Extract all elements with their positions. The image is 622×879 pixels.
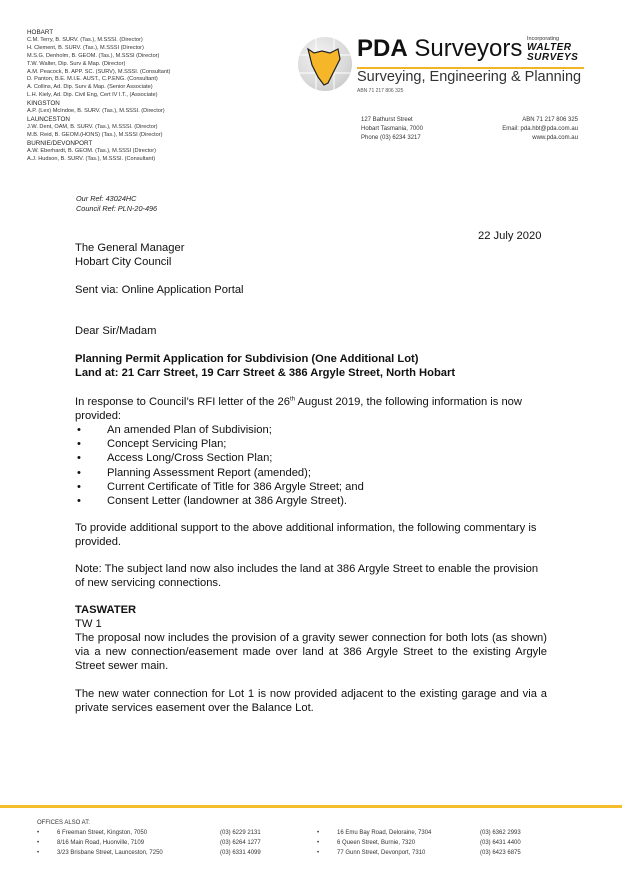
recipient bbox=[75, 241, 184, 269]
contact-address bbox=[361, 116, 423, 143]
office-row bbox=[37, 828, 261, 838]
bullet-icon: • bbox=[37, 850, 40, 856]
salutation: Dear Sir/Madam bbox=[75, 325, 157, 337]
list-item bbox=[75, 451, 364, 465]
staff-city-kingston: KINGSTON bbox=[27, 100, 60, 108]
list-item-text: Planning Assessment Report (amended); bbox=[107, 466, 311, 479]
section-subheading-tw1: TW 1 bbox=[75, 618, 102, 630]
office-phone: (03) 6431 4400 bbox=[480, 840, 521, 846]
office-row bbox=[317, 828, 521, 838]
list-item bbox=[75, 466, 364, 480]
support-paragraph: To provide additional support to the above additional information, the following commentary is provided. bbox=[75, 522, 537, 549]
offices-column-2 bbox=[317, 828, 521, 858]
letter-date: 22 July 2020 bbox=[478, 230, 542, 242]
bullet-icon: • bbox=[77, 466, 81, 479]
references bbox=[76, 194, 157, 213]
intro-superscript: th bbox=[289, 396, 295, 403]
our-ref: Our Ref: 43024HC bbox=[76, 194, 137, 203]
staff-member: T.W. Walter, Dip. Surv & Map. (Director) bbox=[27, 60, 126, 67]
office-address: 16 Emu Bay Road, Deloraine, 7304 bbox=[337, 830, 432, 836]
intro-paragraph bbox=[75, 395, 547, 423]
list-item bbox=[75, 423, 364, 437]
bullet-icon: • bbox=[77, 452, 81, 465]
offices-column-1 bbox=[37, 828, 261, 858]
staff-member: A.W. Eberhardt, B. GEOM. (Tas.), M.SSSI (Director) bbox=[27, 147, 156, 154]
recipient-organisation: Hobart City Council bbox=[75, 256, 172, 269]
staff-member: C.M. Terry, B. SURV. (Tas.), M.SSSI. (Director) bbox=[27, 36, 143, 43]
bullet-icon: • bbox=[77, 495, 81, 508]
section-heading-taswater: TASWATER bbox=[75, 604, 137, 616]
subject-heading bbox=[75, 352, 455, 380]
staff-member: L.H. Kiely, Ad. Dip. Civil Eng, Cert IV I.T., (Associate) bbox=[27, 92, 158, 99]
globe-tasmania-logo-icon bbox=[298, 37, 352, 91]
recipient-title: The General Manager bbox=[75, 242, 185, 254]
street-address: 127 Bathurst Street bbox=[361, 117, 413, 123]
brand-name bbox=[357, 36, 522, 62]
staff-member: H. Clement, B. SURV. (Tas.), M.SSSI (Director) bbox=[27, 44, 144, 51]
office-phone: (03) 6362 2993 bbox=[480, 830, 521, 836]
tw1-paragraph: The proposal now includes the provision of a gravity sewer connection for both lots (as shown) via a new connection/easement made over land at 386 Argyle Street to the existing Argyle Street sewer main. bbox=[75, 632, 547, 673]
staff-member: D. Panton, B.E. M.I.E. AUST., C.P.ENG. (Consultant) bbox=[27, 76, 158, 83]
walter-surveys-logo bbox=[527, 43, 578, 62]
brand-name-rest: Surveyors bbox=[407, 35, 523, 62]
city-address: Hobart Tasmania, 7000 bbox=[361, 126, 423, 132]
subject-line-1: Planning Permit Application for Subdivision (One Additional Lot) bbox=[75, 353, 419, 365]
council-ref: Council Ref: PLN-20-496 bbox=[76, 203, 158, 213]
bullet-icon: • bbox=[77, 424, 81, 436]
phone: Phone (03) 6234 3217 bbox=[361, 135, 421, 141]
contact-details bbox=[470, 116, 578, 143]
staff-city-burnie-devonport: BURNIE/DEVONPORT bbox=[27, 139, 93, 147]
water-connection-paragraph: The new water connection for Lot 1 is now provided adjacent to the existing garage and via a private services easement over the Balance Lot. bbox=[75, 688, 547, 715]
email: Email: pda.hbt@pda.com.au bbox=[502, 126, 578, 132]
abn: ABN 71 217 806 325 bbox=[522, 117, 578, 123]
bullet-icon: • bbox=[317, 850, 320, 856]
list-item-text: An amended Plan of Subdivision; bbox=[107, 424, 272, 436]
office-phone: (03) 6229 2131 bbox=[220, 830, 261, 836]
intro-text-cont: August 2019, the following information is now provided: bbox=[75, 396, 522, 423]
office-row bbox=[317, 848, 521, 858]
staff-member: M.S.G. Denholm, B. GEOM. (Tas.), M.SSSI (Director) bbox=[27, 52, 160, 59]
list-item bbox=[75, 480, 364, 494]
walter-line: WALTER bbox=[527, 42, 572, 53]
brand-tagline: Surveying, Engineering & Planning bbox=[357, 69, 582, 85]
office-row bbox=[37, 848, 261, 858]
staff-city-launceston: LAUNCESTON bbox=[27, 115, 70, 123]
surveys-line: SURVEYS bbox=[527, 51, 579, 63]
footer-divider bbox=[0, 805, 622, 808]
sent-via: Sent via: Online Application Portal bbox=[75, 284, 244, 296]
note-paragraph: Note: The subject land now also includes the land at 386 Argyle Street to enable the provision of new servicing connections. bbox=[75, 563, 539, 590]
brand-abn: ABN 71 217 806 325 bbox=[357, 88, 404, 94]
staff-member: A.P. (Lex) McIndoe, B. SURV. (Tas.), M.SSSI. (Director) bbox=[27, 108, 165, 115]
office-row bbox=[317, 838, 521, 848]
office-address: 3/23 Brisbane Street, Launceston, 7250 bbox=[57, 850, 163, 856]
bullet-icon: • bbox=[77, 438, 81, 451]
office-address: 8/16 Main Road, Huonville, 7109 bbox=[57, 840, 145, 846]
staff-city-hobart: HOBART bbox=[27, 29, 54, 36]
incorporating-label: Incorporating bbox=[527, 36, 560, 42]
office-phone: (03) 6331 4099 bbox=[220, 850, 261, 856]
website: www.pda.com.au bbox=[532, 135, 578, 141]
staff-member: M.B. Reid, B. GEOM.(HONS) (Tas.), M.SSSI (Director) bbox=[27, 131, 163, 138]
office-address: 77 Gunn Street, Devonport, 7310 bbox=[337, 850, 426, 856]
staff-member: A.J. Hudson, B. SURV. (Tas.), M.SSSI. (Consultant) bbox=[27, 155, 156, 162]
list-item bbox=[75, 494, 364, 508]
bullet-icon: • bbox=[317, 840, 320, 846]
office-phone: (03) 6423 6875 bbox=[480, 850, 521, 856]
enclosures-list bbox=[75, 423, 364, 508]
bullet-icon: • bbox=[37, 840, 40, 846]
intro-text: In response to Council’s RFI letter of the 26 bbox=[75, 396, 290, 408]
list-item-text: Consent Letter (landowner at 386 Argyle Street). bbox=[107, 495, 348, 508]
office-address: 6 Freeman Street, Kingston, 7050 bbox=[57, 830, 148, 836]
offices-heading: OFFICES ALSO AT: bbox=[37, 820, 90, 826]
office-address: 6 Queen Street, Burnie, 7320 bbox=[337, 840, 416, 846]
office-row bbox=[37, 838, 261, 848]
list-item-text: Concept Servicing Plan; bbox=[107, 438, 227, 451]
bullet-icon: • bbox=[37, 830, 40, 836]
brand-name-bold: PDA bbox=[357, 35, 408, 62]
bullet-icon: • bbox=[77, 480, 81, 493]
staff-member: J.W. Dent, OAM, B. SURV. (Tas.), M.SSSI. (Director) bbox=[27, 123, 158, 130]
office-phone: (03) 6264 1277 bbox=[220, 840, 261, 846]
staff-member: A. Collins, Ad. Dip. Surv & Map. (Senior Associate) bbox=[27, 84, 153, 91]
list-item bbox=[75, 437, 364, 451]
staff-list bbox=[27, 29, 170, 163]
bullet-icon: • bbox=[317, 830, 320, 836]
staff-member: A.M. Peacock, B. APP. SC. (SURV), M.SSSI. (Consultant) bbox=[27, 68, 171, 75]
subject-line-2: Land at: 21 Carr Street, 19 Carr Street & 386 Argyle Street, North Hobart bbox=[75, 367, 456, 380]
list-item-text: Access Long/Cross Section Plan; bbox=[107, 452, 273, 465]
list-item-text: Current Certificate of Title for 386 Argyle Street; and bbox=[107, 480, 364, 493]
